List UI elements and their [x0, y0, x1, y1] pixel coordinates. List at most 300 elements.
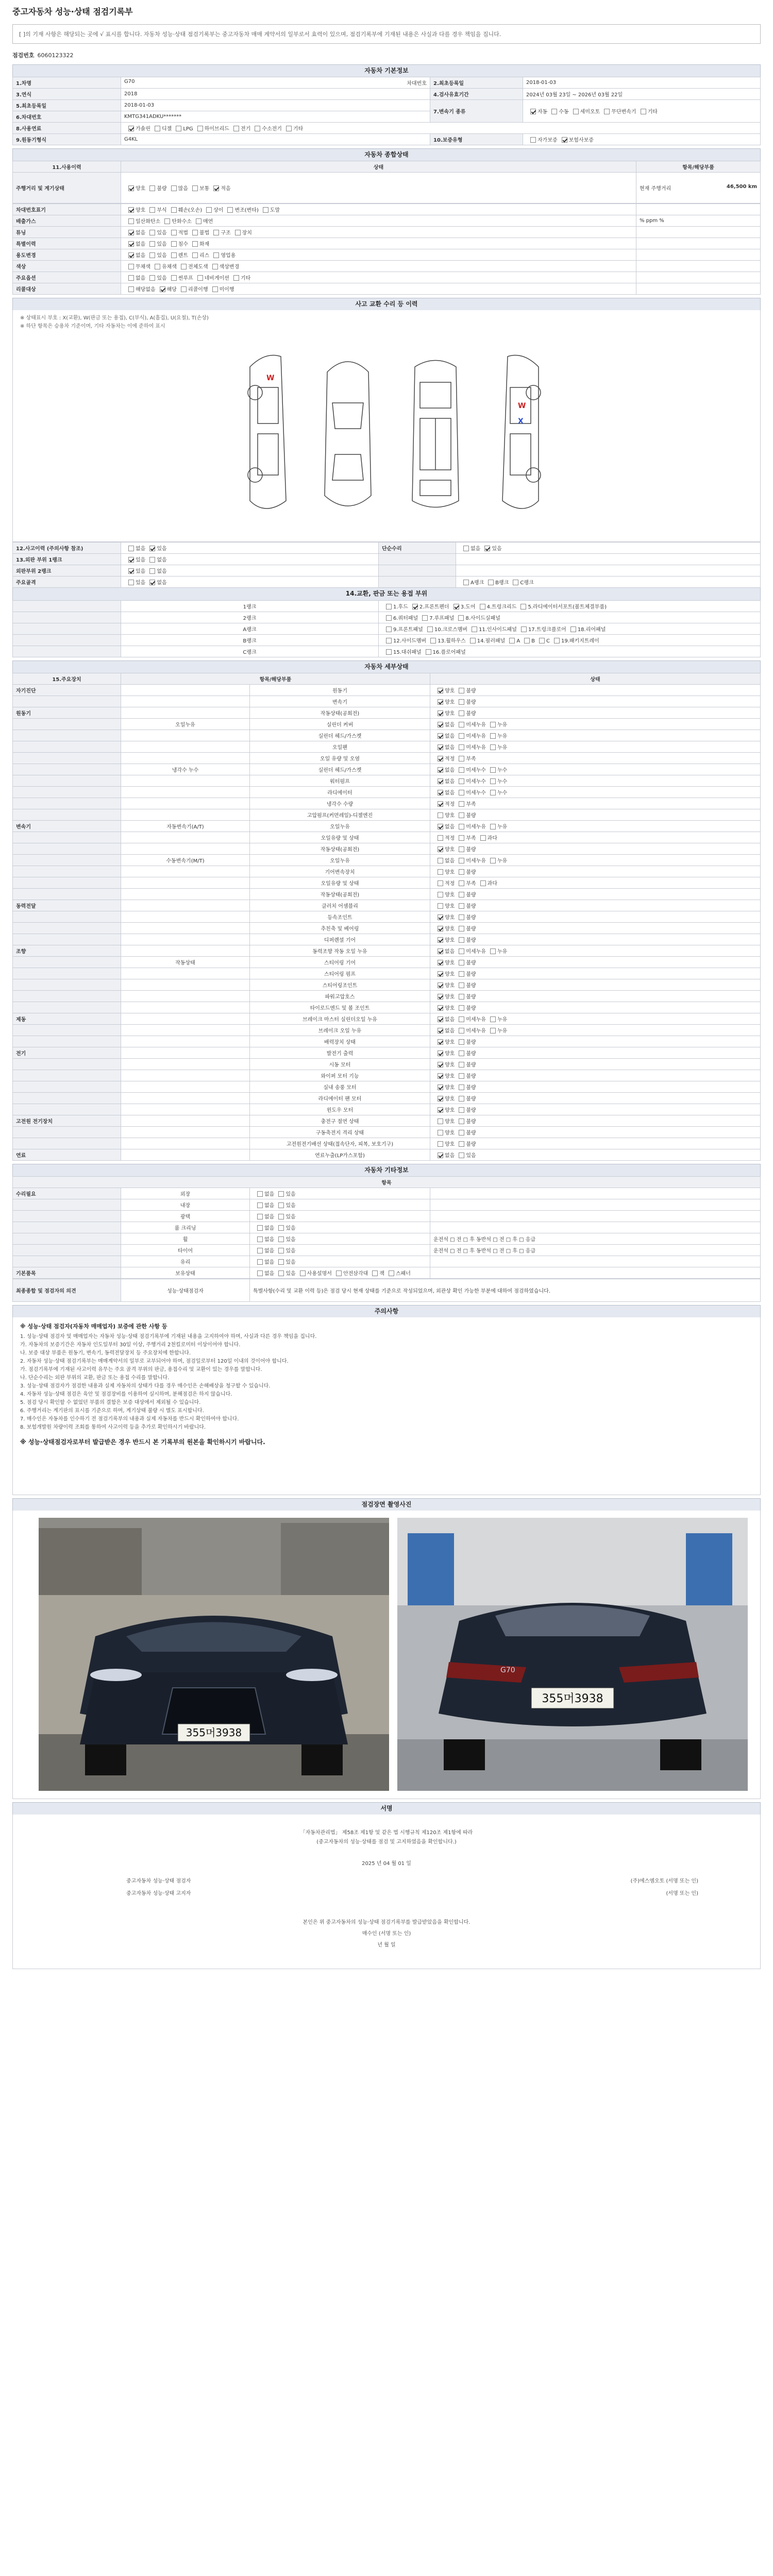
detail-group	[13, 889, 121, 900]
checkbox-icon	[438, 903, 443, 909]
checkbox-icon	[459, 1005, 464, 1011]
detail-subgroup	[121, 945, 250, 957]
checkbox-icon	[149, 230, 155, 235]
option-label: 없음	[264, 1203, 275, 1209]
option-label: 사용설명서	[307, 1271, 332, 1277]
notes-line: 1. 성능·상태 점검자 및 매매업자는 자동차 성능·상태 점검기록부에 기재된 내용을 고지하여야 하며, 사실과 다른 경우 책임을 집니다.	[20, 1334, 317, 1340]
detail-options	[430, 809, 761, 821]
checkbox-icon	[438, 914, 443, 920]
checkbox-icon	[459, 722, 464, 727]
option	[455, 779, 486, 785]
option-label: 불량	[466, 915, 476, 921]
detail-subgroup	[121, 1081, 250, 1093]
option-label: 미세누수	[466, 790, 486, 796]
detail-row	[13, 1036, 761, 1047]
dealer-label: 중고자동차 성능·상태 고지자	[126, 1891, 191, 1896]
checkbox-icon	[459, 812, 464, 818]
other-group	[13, 1222, 121, 1233]
option-label: 색상변경	[219, 264, 240, 270]
option	[145, 253, 166, 259]
detail-options	[430, 1138, 761, 1149]
detail-options	[430, 1115, 761, 1127]
general-row-label: 차대번호표기	[13, 204, 121, 215]
option-label: 14.필러패널	[477, 638, 506, 644]
option	[433, 1074, 455, 1079]
general-row-label: 튜닝	[13, 227, 121, 238]
checkbox-icon	[470, 638, 476, 643]
option-label: 썬루프	[178, 276, 193, 281]
general-row-options	[121, 215, 636, 227]
detail-options	[430, 945, 761, 957]
basic-info-table	[12, 77, 761, 145]
checkbox-icon	[386, 604, 392, 609]
checkbox-icon	[438, 756, 443, 761]
general-row-options	[121, 249, 636, 261]
option	[455, 904, 476, 909]
checkbox-icon	[438, 688, 443, 693]
option	[208, 264, 240, 270]
label-reg-date: 5.최초등록일	[13, 100, 121, 111]
checkbox-icon	[459, 971, 464, 977]
option-label: 양호	[445, 994, 455, 1000]
option	[455, 1142, 476, 1147]
detail-subgroup	[121, 1047, 250, 1059]
detail-options	[430, 821, 761, 832]
detail-options	[430, 968, 761, 979]
car-name-value: G70	[124, 79, 135, 84]
checkbox-icon	[389, 1270, 394, 1276]
option-label: 부족	[466, 756, 476, 762]
option-label: 렌트	[178, 253, 188, 259]
detail-group	[13, 775, 121, 787]
accident-row-label: 12.사고이력 (주의사항 참조)	[13, 543, 121, 554]
checkbox-icon	[213, 185, 219, 191]
label-first-reg: 2.최초등록일	[430, 77, 523, 89]
warranty-options	[523, 134, 761, 145]
option-label: 있음	[285, 1271, 296, 1277]
rank-table	[12, 600, 761, 657]
option-label: 적법	[178, 230, 188, 236]
option-label: 양호	[445, 904, 455, 909]
option	[569, 109, 600, 115]
detail-options	[430, 1013, 761, 1025]
checkbox-icon	[430, 638, 436, 643]
detail-item: 오일 유량 및 오염	[250, 753, 430, 764]
document-number	[12, 51, 761, 59]
signature-text1: 「자동차관리법」 제58조 제1항 및 같은 법 시행규칙 제120조 제1항에 따라	[300, 1830, 473, 1836]
checkbox-icon	[459, 790, 464, 795]
detail-item: 타이로드엔드 및 볼 조인트	[250, 1002, 430, 1013]
checkbox-icon	[438, 971, 443, 977]
option	[433, 1017, 455, 1023]
detail-group	[13, 730, 121, 741]
option	[516, 604, 607, 610]
checkbox-icon	[438, 937, 443, 943]
option-label: 불량	[466, 1130, 476, 1136]
option	[124, 546, 145, 552]
option-label: 없음	[264, 1237, 275, 1243]
option	[253, 1271, 274, 1277]
option	[486, 779, 507, 785]
option	[382, 650, 422, 655]
rank-row-label: B랭크	[121, 635, 379, 646]
option-label: 불량	[466, 1108, 476, 1113]
checkbox-icon	[278, 1236, 284, 1242]
checkbox-icon	[278, 1214, 284, 1219]
checkbox-icon	[459, 892, 464, 897]
detail-row	[13, 1013, 761, 1025]
option-label: 없음	[136, 230, 146, 236]
other-extra	[430, 1199, 761, 1211]
detail-row	[13, 1025, 761, 1036]
checkbox-icon	[459, 1073, 464, 1079]
option-label: 있음	[157, 276, 167, 281]
option	[124, 253, 145, 259]
option-label: 누수	[497, 768, 508, 773]
inspector-label: 중고자동차 성능·상태 점검자	[126, 1878, 191, 1884]
general-row-options	[121, 261, 636, 272]
option	[433, 1119, 455, 1125]
detail-group	[13, 741, 121, 753]
option	[274, 1271, 295, 1277]
checkbox-icon	[171, 241, 177, 247]
option	[167, 253, 188, 259]
option	[433, 847, 455, 853]
label-year: 3.연식	[13, 89, 121, 100]
checkbox-icon	[149, 252, 155, 258]
option	[208, 287, 234, 293]
option	[274, 1214, 295, 1220]
option-label: 없음	[445, 858, 455, 864]
option	[433, 1051, 455, 1057]
option-label: 자동	[537, 109, 548, 115]
option	[455, 824, 486, 830]
option-label: 디젤	[161, 126, 172, 132]
option	[455, 756, 476, 762]
option	[433, 824, 455, 830]
detail-item: 작동상태(공회전)	[250, 843, 430, 855]
detail-options	[430, 934, 761, 945]
option-label: 적정	[445, 836, 455, 841]
checkbox-icon	[386, 649, 392, 655]
option	[124, 126, 150, 132]
option-label: 불량	[466, 1006, 476, 1011]
option-label: 누유	[497, 858, 508, 864]
detail-row	[13, 775, 761, 787]
option-label: C	[546, 638, 550, 644]
detail-item: 스티어링 기어	[250, 957, 430, 968]
option-label: 불량	[466, 904, 476, 909]
checkbox-icon	[438, 994, 443, 999]
option-label: 과다	[487, 881, 497, 887]
detail-item: 발전기 출력	[250, 1047, 430, 1059]
detail-item: 윈도우 모터	[250, 1104, 430, 1115]
option	[455, 722, 486, 728]
checkbox-icon	[278, 1191, 284, 1197]
photo-front-illustration	[39, 1518, 389, 1791]
detail-subgroup	[121, 1070, 250, 1081]
checkbox-icon	[160, 286, 165, 292]
detail-options	[430, 730, 761, 741]
checkbox-icon	[438, 733, 443, 739]
general-row	[13, 204, 761, 215]
general-row	[13, 261, 761, 272]
option	[433, 836, 455, 841]
other-options	[250, 1245, 430, 1256]
option	[455, 1028, 486, 1034]
col-detail-status: 상태	[430, 673, 761, 685]
checkbox-icon	[463, 546, 469, 551]
checkbox-icon	[438, 869, 443, 875]
option-label: 양호	[445, 1006, 455, 1011]
option	[455, 790, 486, 796]
detail-subgroup	[121, 1025, 250, 1036]
option-label: 없음	[445, 1028, 455, 1034]
other-options	[250, 1233, 430, 1245]
checkbox-icon	[155, 264, 160, 269]
option	[150, 264, 177, 270]
section-accident: 사고 교환 수리 등 이력	[12, 298, 761, 310]
checkbox-icon	[459, 914, 464, 920]
option-label: 불량	[466, 1040, 476, 1045]
option	[274, 1203, 295, 1209]
checkbox-icon	[459, 937, 464, 943]
option-label: 불량	[466, 926, 476, 932]
signature-area	[12, 1815, 761, 1969]
checkbox-icon	[459, 1062, 464, 1067]
other-item: 유리	[121, 1256, 250, 1267]
general-row-options	[121, 272, 636, 283]
option-label: 양호	[445, 1130, 455, 1136]
option	[433, 1006, 455, 1011]
checkbox-icon	[212, 286, 218, 292]
option-label: 불량	[466, 870, 476, 875]
option-label: 있음	[492, 546, 502, 552]
general-row-label: 특별이력	[13, 238, 121, 249]
checkbox-icon	[490, 948, 496, 954]
checkbox-icon	[438, 1028, 443, 1033]
option-label: 없음	[136, 242, 146, 247]
checkbox-icon	[438, 835, 443, 841]
detail-row	[13, 1138, 761, 1149]
notes-line: 나. 단순수리는 외판 부위의 교환, 판금 또는 용접 수리를 말합니다.	[20, 1375, 170, 1381]
option-label: 있음	[285, 1248, 296, 1254]
detail-options	[430, 787, 761, 798]
detail-subgroup	[121, 1093, 250, 1104]
detail-row	[13, 934, 761, 945]
photo-rear-illustration	[397, 1518, 748, 1791]
detail-subgroup	[121, 866, 250, 877]
checkbox-icon	[490, 767, 496, 773]
checkbox-icon	[459, 1153, 464, 1158]
option-label: 누유	[497, 824, 508, 830]
detail-subgroup: 냉각수 누수	[121, 764, 250, 775]
option	[433, 1062, 455, 1068]
option	[250, 126, 282, 132]
general-row-tail	[636, 283, 761, 295]
option	[229, 276, 250, 281]
option	[455, 745, 486, 751]
option-label: 미세누유	[466, 745, 486, 751]
detail-subgroup: 작동상태	[121, 957, 250, 968]
detail-options	[430, 911, 761, 923]
checkbox-icon	[438, 1062, 443, 1067]
detail-options	[430, 1070, 761, 1081]
option-label: 양호	[445, 870, 455, 875]
checkbox-icon	[438, 1005, 443, 1011]
general-row-label: 색상	[13, 261, 121, 272]
option-label: 있음	[285, 1214, 296, 1220]
option	[455, 711, 476, 717]
checkbox-icon	[427, 626, 433, 632]
rank-row-label: 1랭크	[121, 601, 379, 612]
option	[455, 1040, 476, 1045]
option-label: 미세누유	[466, 722, 486, 728]
other-row	[13, 1267, 761, 1279]
option-label: 불량	[466, 1085, 476, 1091]
option-label: 보험사보증	[568, 138, 594, 143]
option-label: 불량	[466, 847, 476, 853]
label-opinion: 최종종합 및 점검자의 의견	[13, 1279, 121, 1302]
option	[455, 1006, 476, 1011]
checkbox-icon	[480, 880, 486, 886]
option	[433, 779, 455, 785]
checkbox-icon	[459, 710, 464, 716]
checkbox-icon	[459, 1118, 464, 1124]
accident-row-label2	[379, 565, 456, 577]
option	[426, 638, 466, 644]
general-row-options	[121, 283, 636, 295]
notes-line: 2. 자동차 성능·상태 점검기록부는 매매계약서의 일부로 교부되어야 하며, 점검일로부터 120일 이내의 것이어야 합니다.	[20, 1359, 289, 1364]
accident-row	[13, 565, 761, 577]
detail-subgroup	[121, 730, 250, 741]
section-general-status: 자동차 종합상태	[12, 148, 761, 161]
detail-subgroup	[121, 877, 250, 889]
option	[433, 711, 455, 717]
detail-row	[13, 730, 761, 741]
notice-box: [ ]의 기재 사항은 해당되는 곳에 √ 표시를 합니다. 자동차 성능·상태 점검기록부는 중고자동차 매매 계약서의 일부로서 효력이 있으며, 점검기록부에 기재된 내용은 사실과 다를 경우 책임을 집니다.	[12, 24, 761, 44]
accident-diagram-area	[12, 310, 761, 542]
checkbox-icon	[459, 926, 464, 931]
option-label: 5.라디에이터서포트(볼트체결부품)	[528, 604, 607, 610]
other-group	[13, 1211, 121, 1222]
detail-item: 와이퍼 모터 기능	[250, 1070, 430, 1081]
rank-row	[13, 635, 761, 646]
accident-row-options	[121, 577, 379, 588]
option-label: 없음	[470, 546, 481, 552]
rank-row-empty	[13, 623, 121, 635]
section-other-info: 자동차 기타정보	[12, 1164, 761, 1176]
option	[455, 881, 476, 887]
checkbox-icon	[422, 615, 428, 621]
detail-options	[430, 832, 761, 843]
option	[274, 1260, 295, 1265]
detail-options	[430, 753, 761, 764]
detail-subgroup	[121, 685, 250, 696]
option	[433, 870, 455, 875]
option	[433, 904, 455, 909]
option	[535, 638, 550, 644]
checkbox-icon	[490, 824, 496, 829]
checkbox-icon	[438, 846, 443, 852]
detail-item: 오일누유	[250, 855, 430, 866]
checkbox-icon	[257, 1236, 263, 1242]
option-label: 양호	[445, 915, 455, 921]
option-label: 양호	[445, 1085, 455, 1091]
option	[455, 915, 476, 921]
option-label: 가솔린	[136, 126, 150, 132]
option	[433, 756, 455, 762]
general-row-options	[121, 238, 636, 249]
general-row	[13, 238, 761, 249]
other-item: 휠	[121, 1233, 250, 1245]
accident-row-options	[121, 543, 379, 554]
detail-subgroup: 자동변속기(A/T)	[121, 821, 250, 832]
option	[282, 126, 303, 132]
receipt-text3: 년 월 일	[377, 1942, 396, 1948]
checkbox-icon	[438, 790, 443, 795]
option	[455, 1119, 476, 1125]
checkbox-icon	[278, 1202, 284, 1208]
option	[229, 126, 250, 132]
option	[558, 138, 594, 143]
option	[193, 276, 229, 281]
option	[455, 994, 476, 1000]
detail-group	[13, 832, 121, 843]
option-label: 없음	[136, 253, 146, 259]
option	[455, 1153, 476, 1159]
detail-subgroup: 오일누유	[121, 719, 250, 730]
label-vin-inline: 차대번호	[407, 81, 427, 87]
other-row	[13, 1211, 761, 1222]
detail-options	[430, 1093, 761, 1104]
detail-options	[430, 1002, 761, 1013]
detail-row	[13, 945, 761, 957]
signature-date: 2025 년 04 월 01 일	[362, 1861, 411, 1867]
option-label: 해당없음	[136, 287, 156, 293]
detail-item: 등속조인트	[250, 911, 430, 923]
value-vin: KMTG341ADKU*******	[121, 111, 430, 123]
detail-subgroup	[121, 889, 250, 900]
checkbox-icon	[459, 767, 464, 773]
option-label: 양호	[136, 186, 146, 192]
other-info-table	[12, 1176, 761, 1279]
option	[455, 1017, 486, 1023]
accident-row-label2: 단순수리	[379, 543, 456, 554]
option-label: 양호	[445, 960, 455, 966]
option-label: 양호	[445, 926, 455, 932]
option-label: 기타	[240, 276, 251, 281]
checkbox-icon	[509, 638, 515, 643]
checkbox-icon	[458, 615, 464, 621]
option	[480, 546, 501, 552]
detail-item: 작동상태(공회전)	[250, 707, 430, 719]
checkbox-icon	[128, 580, 134, 585]
option-label: 있음	[285, 1192, 296, 1197]
checkbox-icon	[459, 744, 464, 750]
option	[145, 557, 166, 563]
notes-line: 8. 보험개발원 차량이력 조회를 통하여 사고이력 등을 추가로 확인하시기 바랍니다.	[20, 1425, 206, 1430]
option	[124, 287, 156, 293]
other-item: 외장	[121, 1188, 250, 1199]
other-row	[13, 1188, 761, 1199]
option-label: 불량	[466, 983, 476, 989]
option	[188, 242, 209, 247]
detail-item: 오일유량 및 상태	[250, 832, 430, 843]
option	[484, 580, 509, 586]
col-detail-item: 항목/해당부품	[121, 673, 430, 685]
detail-group: 제동	[13, 1013, 121, 1025]
